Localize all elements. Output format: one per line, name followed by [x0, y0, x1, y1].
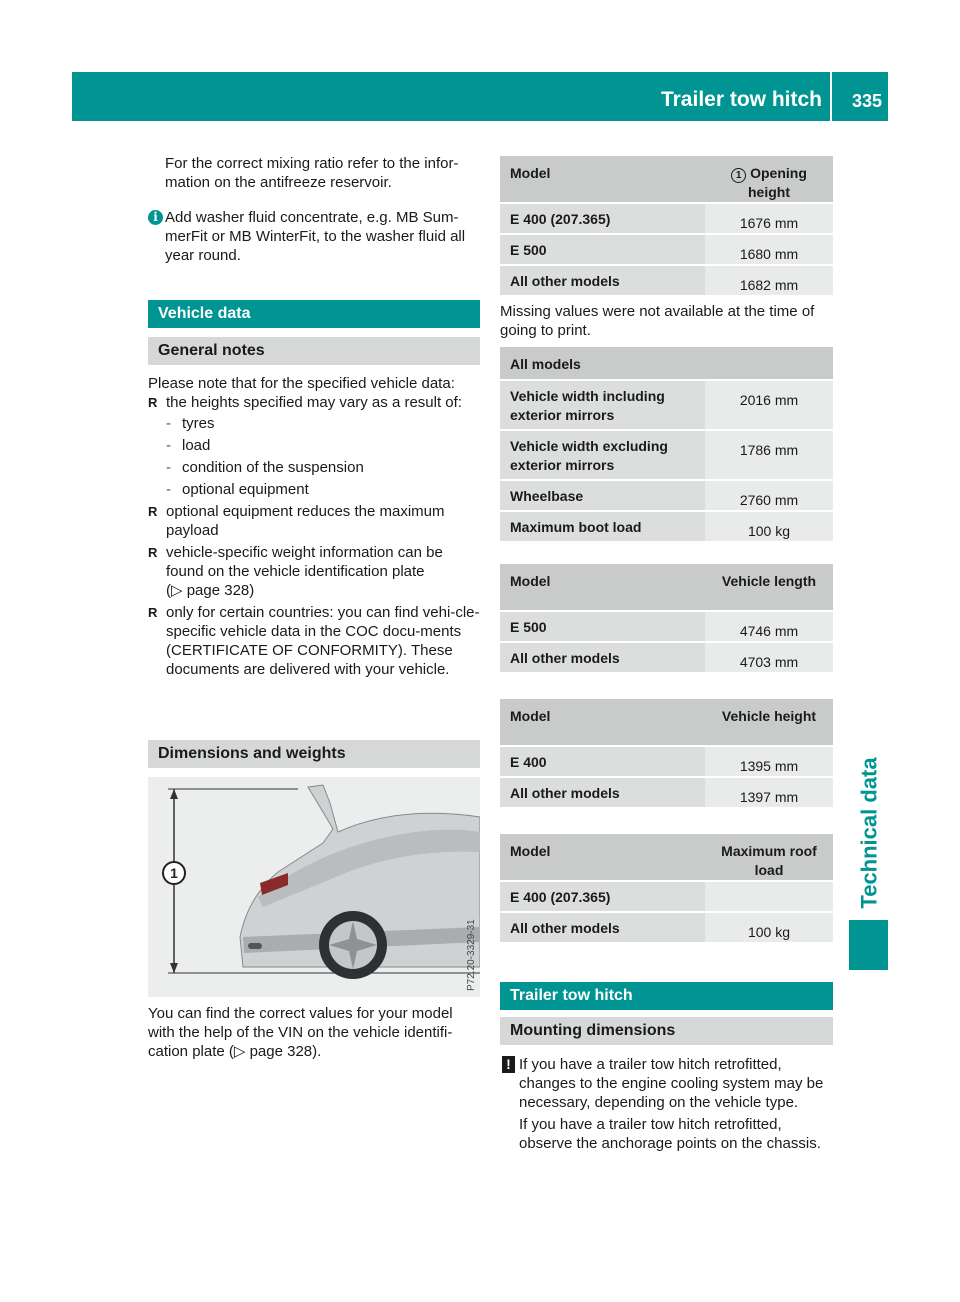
table-cell: 1680 mm	[705, 235, 833, 264]
table-header-vehicle-length: Vehicle length	[705, 564, 833, 610]
table-cell: E 400 (207.365)	[500, 882, 705, 911]
general-notes-body	[148, 374, 480, 679]
table-cell: 1682 mm	[705, 266, 833, 295]
table-cell: E 500	[500, 235, 705, 264]
table-header-opening-height	[705, 156, 833, 202]
table-header-model: Model	[500, 156, 705, 202]
car-illustration	[148, 777, 480, 997]
table-row	[500, 747, 833, 776]
table-header-model: Model	[500, 564, 705, 610]
header-divider	[830, 72, 832, 121]
marker-1-icon: 1	[731, 168, 746, 183]
section-vehicle-data: Vehicle data	[148, 300, 480, 328]
table-cell: 1676 mm	[705, 204, 833, 233]
table-cell: All other models	[500, 778, 705, 807]
info-note	[148, 208, 480, 265]
table-row	[500, 266, 833, 295]
vehicle-height-table	[500, 697, 833, 809]
table-cell: 1395 mm	[705, 747, 833, 776]
section-trailer-tow-hitch: Trailer tow hitch	[500, 982, 833, 1010]
figure-code: P72.20-3329-31	[466, 919, 477, 991]
list-item: - optional equipment	[166, 480, 480, 499]
table-row	[500, 913, 833, 942]
vehicle-dimension-figure	[148, 777, 480, 997]
bullet-text: vehicle-specific weight information can be found on the vehicle identification plate	[166, 544, 443, 580]
table-cell: 2016 mm	[705, 381, 833, 429]
bullet-text: optional equipment reduces the maximum payload	[166, 503, 445, 539]
list-item	[148, 543, 480, 600]
page-number: 335	[851, 91, 882, 111]
table-cell: Wheelbase	[500, 481, 705, 510]
table-cell: E 500	[500, 612, 705, 641]
table-header-vehicle-height: Vehicle height	[705, 699, 833, 745]
list-item: - condition of the suspension	[166, 458, 480, 477]
side-tab-label: Technical data	[856, 757, 881, 909]
table-row	[500, 612, 833, 641]
table-row	[500, 512, 833, 541]
all-models-table	[500, 345, 833, 543]
table-row	[500, 778, 833, 807]
figure-marker-1: 1	[170, 865, 178, 881]
subsection-mounting-dimensions: Mounting dimensions	[500, 1017, 833, 1045]
table-cell: All other models	[500, 913, 705, 942]
subsection-general-notes: General notes	[148, 337, 480, 365]
vehicle-length-table	[500, 562, 833, 674]
table-header-model: Model	[500, 699, 705, 745]
info-icon: i	[148, 210, 163, 225]
opening-height-table	[500, 154, 833, 297]
table-cell: 100 kg	[705, 913, 833, 942]
table-header-all-models: All models	[500, 347, 833, 379]
section-side-tab	[849, 720, 888, 946]
table-row	[500, 235, 833, 264]
table-row	[500, 431, 833, 479]
warning-note	[500, 1055, 833, 1153]
header-title: Trailer tow hitch	[660, 88, 822, 111]
page-header	[72, 72, 888, 121]
bullet-text: the heights specified may vary as a result of:	[166, 394, 462, 411]
table-cell: All other models	[500, 266, 705, 295]
list-item	[148, 603, 480, 679]
table-cell: Vehicle width including exterior mirrors	[500, 381, 705, 429]
table-row	[500, 882, 833, 911]
table-cell: 1397 mm	[705, 778, 833, 807]
table-cell: E 400	[500, 747, 705, 776]
table-cell: Maximum boot load	[500, 512, 705, 541]
table-row	[500, 381, 833, 429]
general-notes-intro: Please note that for the specified vehicle data:	[148, 375, 455, 392]
warning-text: If you have a trailer tow hitch retrofitted, changes to the engine cooling system may be necessary, depending on the vehicle type.	[519, 1056, 824, 1111]
table-cell: Vehicle width excluding exterior mirrors	[500, 431, 705, 479]
info-text: Add washer fluid concentrate, e.g. MB Sum-merFit or MB WinterFit, to the washer fluid all year round.	[165, 209, 466, 264]
table-cell: 4703 mm	[705, 643, 833, 672]
list-item: - tyres	[166, 414, 480, 433]
table-row	[500, 481, 833, 510]
missing-values-note: Missing values were not available at the time of going to print.	[500, 303, 815, 339]
list-item	[148, 393, 480, 499]
table-cell: 100 kg	[705, 512, 833, 541]
table-header-roof-load: Maximum roof load	[705, 834, 833, 880]
table-row	[500, 204, 833, 233]
mixing-ratio-text: For the correct mixing ratio refer to the infor-mation on the antifreeze reservoir.	[165, 155, 459, 191]
table-cell: 4746 mm	[705, 612, 833, 641]
table-cell: 1786 mm	[705, 431, 833, 479]
side-tab-marker	[849, 920, 888, 970]
warning-text-2: If you have a trailer tow hitch retrofitted, observe the anchorage points on the chassis.	[519, 1116, 821, 1152]
warning-icon: !	[502, 1056, 515, 1073]
table-cell: All other models	[500, 643, 705, 672]
list-item	[148, 502, 480, 540]
table-row	[500, 643, 833, 672]
column-label: Opening height	[748, 165, 807, 200]
subsection-dimensions: Dimensions and weights	[148, 740, 480, 768]
table-header-model: Model	[500, 834, 705, 880]
page-reference-link[interactable]: (▷ page 328)	[166, 582, 255, 599]
table-cell: E 400 (207.365)	[500, 204, 705, 233]
figure-caption: You can find the correct values for your model with the help of the VIN on the vehicle identifi-cation plate (▷ page 328).	[148, 1005, 453, 1060]
roof-load-table	[500, 832, 833, 944]
table-cell: 2760 mm	[705, 481, 833, 510]
bullet-text: only for certain countries: you can find vehi-cle-specific vehicle data in the COC docu-ments (CERTIFICATE OF CONFORMITY). These documents are delivered with your vehicle.	[166, 604, 480, 678]
list-item: - load	[166, 436, 480, 455]
table-cell	[705, 882, 833, 911]
